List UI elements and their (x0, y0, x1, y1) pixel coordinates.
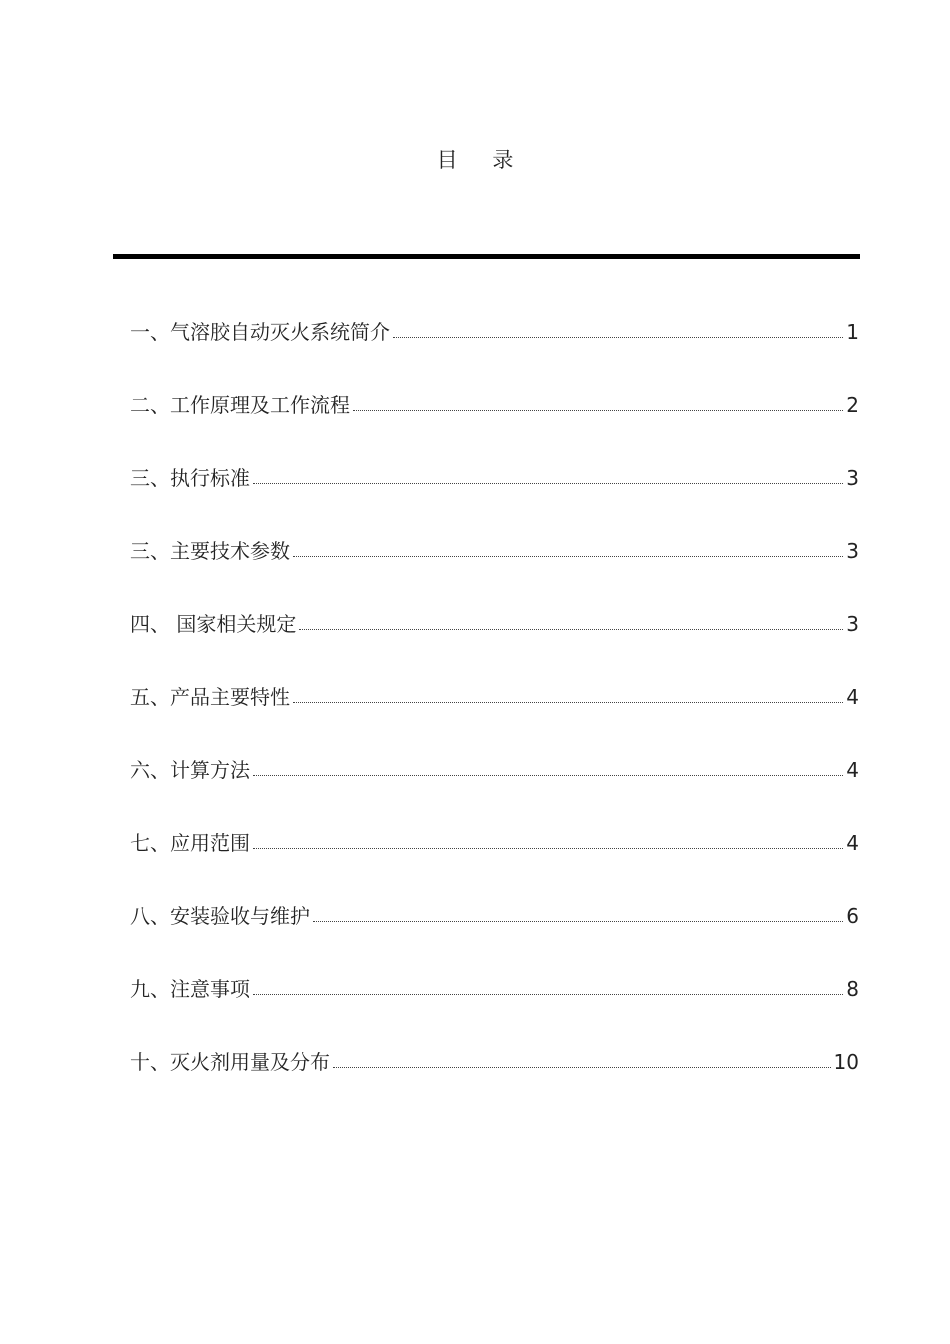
toc-entry[interactable] (130, 457, 859, 493)
toc-dot-leader (293, 702, 843, 703)
toc-entry[interactable] (130, 311, 859, 347)
toc-page-number: 1 (846, 320, 859, 344)
toc-dot-leader (299, 629, 843, 630)
toc-page-number: 4 (846, 758, 859, 782)
toc-page-number: 4 (846, 685, 859, 709)
toc-page-number: 8 (846, 977, 859, 1001)
toc-entry-label: 六、计算方法 (130, 758, 250, 782)
toc-page-number: 4 (846, 831, 859, 855)
toc-entry[interactable] (130, 895, 859, 931)
toc-entry-label: 二、工作原理及工作流程 (130, 393, 350, 417)
toc-page-number: 3 (846, 466, 859, 490)
toc-entry[interactable] (130, 603, 859, 639)
toc-page-number: 3 (846, 539, 859, 563)
toc-entry[interactable] (130, 530, 859, 566)
toc-entry-label: 十、灭火剂用量及分布 (130, 1050, 330, 1074)
toc-dot-leader (253, 994, 843, 995)
toc-entry-label: 三、执行标准 (130, 466, 250, 490)
toc-entry-label: 三、主要技术参数 (130, 539, 290, 563)
toc-entry[interactable] (130, 676, 859, 712)
toc-entry[interactable] (130, 1041, 859, 1077)
toc-dot-leader (253, 483, 843, 484)
toc-dot-leader (333, 1067, 831, 1068)
toc-entry[interactable] (130, 749, 859, 785)
toc-entry-label: 一、气溶胶自动灭火系统简介 (130, 320, 390, 344)
toc-entry-label: 七、应用范围 (130, 831, 250, 855)
toc-title: 目 录 (436, 148, 528, 172)
table-of-contents (130, 311, 859, 1114)
toc-dot-leader (353, 410, 843, 411)
toc-entry-label: 九、注意事项 (130, 977, 250, 1001)
toc-dot-leader (253, 775, 843, 776)
toc-dot-leader (313, 921, 843, 922)
toc-dot-leader (393, 337, 843, 338)
toc-entry[interactable] (130, 968, 859, 1004)
toc-dot-leader (293, 556, 843, 557)
toc-page-number: 6 (846, 904, 859, 928)
toc-entry[interactable] (130, 384, 859, 420)
toc-entry-label: 八、安装验收与维护 (130, 904, 310, 928)
toc-page-number: 3 (846, 612, 859, 636)
toc-entry[interactable] (130, 822, 859, 858)
toc-page-number: 2 (846, 393, 859, 417)
toc-dot-leader (253, 848, 843, 849)
toc-page-number: 10 (833, 1050, 859, 1074)
toc-entry-label: 四、 国家相关规定 (130, 612, 297, 636)
toc-entry-label: 五、产品主要特性 (130, 685, 290, 709)
title-divider (113, 254, 860, 259)
